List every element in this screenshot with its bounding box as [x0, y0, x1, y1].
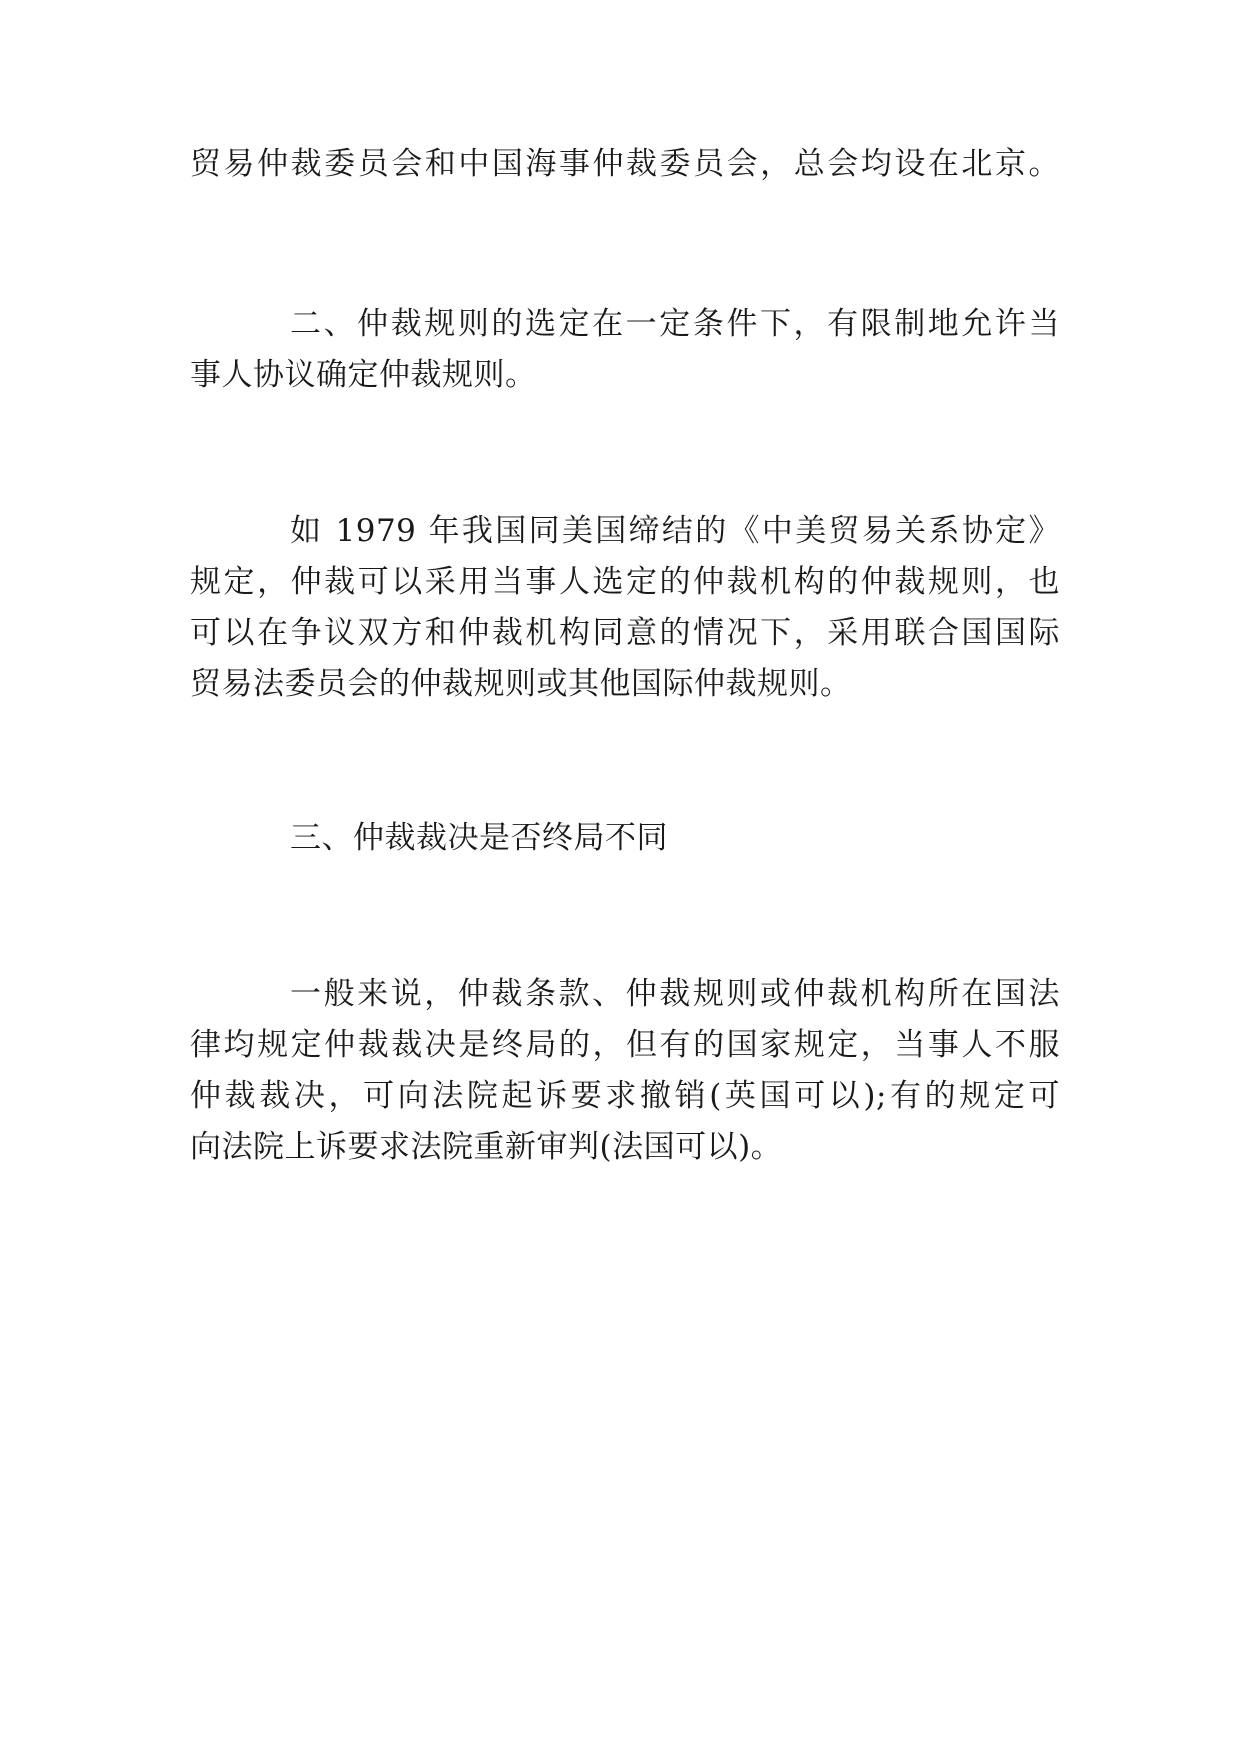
paragraph-3-line-3: 可以在争议双方和仲裁机构同意的情况下，采用联合国国际 — [190, 615, 1060, 651]
paragraph-3-line-1: 如 1979 年我国同美国缔结的《中美贸易关系协定》 — [290, 513, 1060, 549]
paragraph-1-line-1: 贸易仲裁委员会和中国海事仲裁委员会，总会均设在北京。 — [190, 146, 1060, 182]
paragraph-3-line-2: 规定，仲裁可以采用当事人选定的仲裁机构的仲裁规则，也 — [190, 564, 1060, 600]
paragraph-3-line-4: 贸易法委员会的仲裁规则或其他国际仲裁规则。 — [190, 666, 852, 702]
paragraph-2-line-2: 事人协议确定仲裁规则。 — [190, 357, 537, 393]
paragraph-5-line-4: 向法院上诉要求法院重新审判(法国可以)。 — [190, 1129, 783, 1165]
paragraph-5-line-3: 仲裁裁决，可向法院起诉要求撤销(英国可以);有的规定可 — [190, 1078, 1060, 1114]
paragraph-5-line-1: 一般来说，仲裁条款、仲裁规则或仲裁机构所在国法 — [290, 976, 1060, 1012]
section-heading-3: 三、仲裁裁决是否终局不同 — [290, 820, 668, 856]
paragraph-5-line-2: 律均规定仲裁裁决是终局的，但有的国家规定，当事人不服 — [190, 1027, 1060, 1063]
paragraph-2-line-1: 二、仲裁规则的选定在一定条件下，有限制地允许当 — [290, 306, 1060, 342]
